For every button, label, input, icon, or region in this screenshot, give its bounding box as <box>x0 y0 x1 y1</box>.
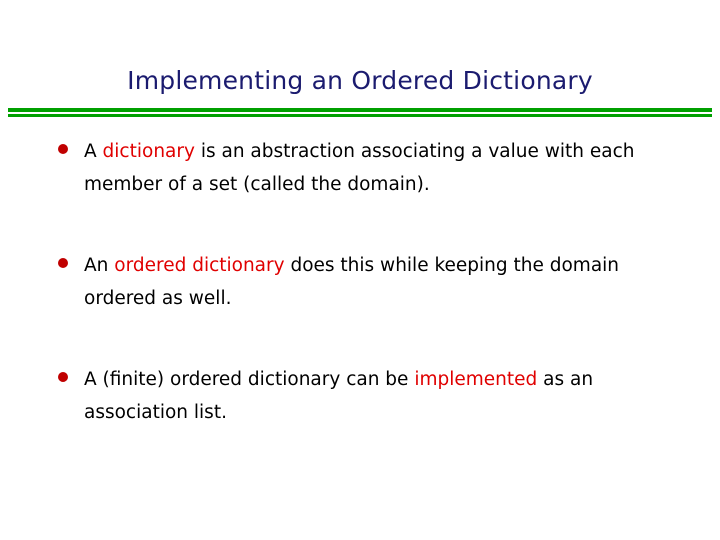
bullet-highlight: implemented <box>414 368 538 390</box>
title-divider <box>8 108 712 117</box>
bullet-segment: A (finite) ordered dictionary can be <box>84 368 415 390</box>
bullet-highlight: dictionary <box>102 141 195 162</box>
bullet-text <box>84 250 674 316</box>
bullet-dot-icon <box>58 258 68 268</box>
bullet-segment: A <box>84 141 103 162</box>
list-item <box>54 250 674 316</box>
bullet-segment: as an association list. <box>84 368 594 423</box>
bullet-text <box>84 364 674 430</box>
page-title: Implementing an Ordered Dictionary <box>127 66 593 95</box>
bullet-segment: does this while keeping the domain ordered as well. <box>84 254 620 309</box>
bullet-list <box>54 136 674 462</box>
bullet-text <box>84 136 674 202</box>
bullet-segment: is an abstraction associating a value with each member of a set (called the domain). <box>84 141 635 195</box>
list-item <box>54 364 674 430</box>
bullet-dot-icon <box>58 144 68 154</box>
list-item <box>54 136 674 202</box>
divider-line-bottom <box>8 114 712 117</box>
bullet-highlight: ordered dictionary <box>114 254 285 276</box>
bullet-segment: An <box>84 254 115 276</box>
bullet-dot-icon <box>58 372 68 382</box>
